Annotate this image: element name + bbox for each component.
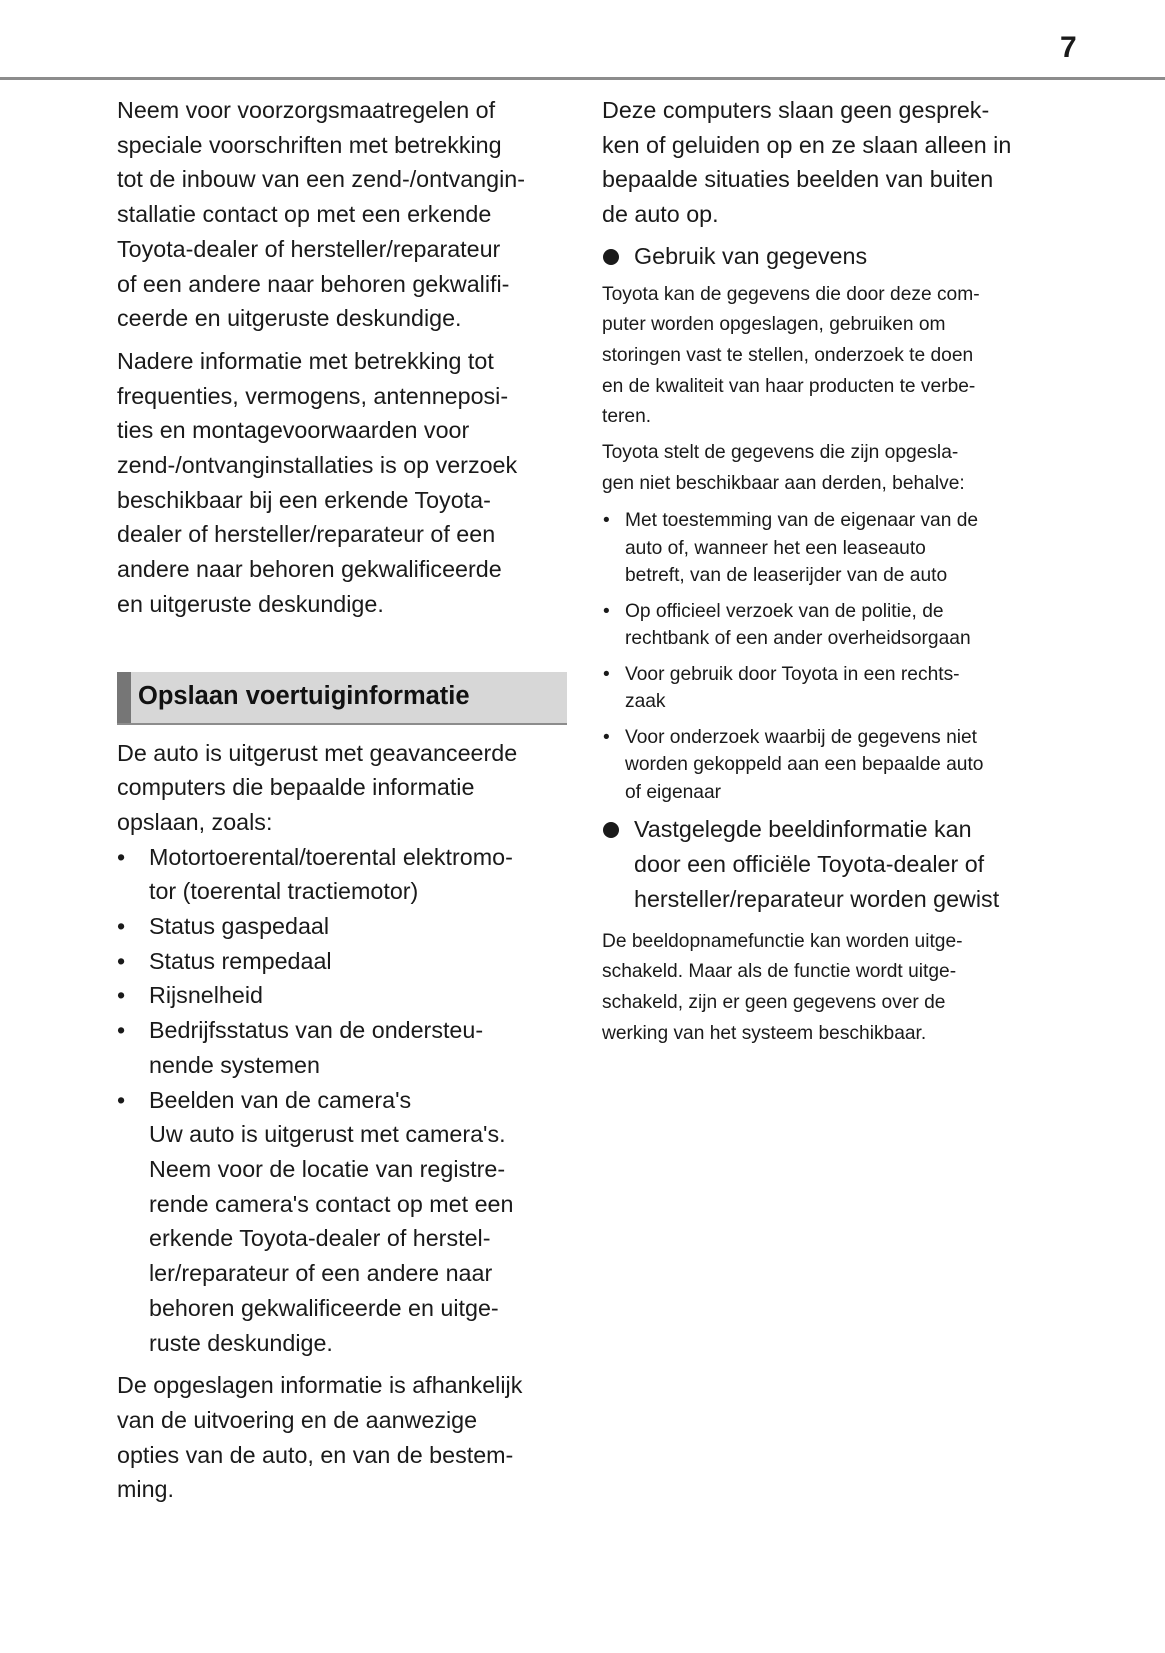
image-recording-paragraph [602,927,1052,1050]
text-line: behoren gekwalificeerde en uitge- [149,1294,499,1321]
subheading-data-usage: Gebruik van gegevens [602,239,1052,274]
text-line: ties en montagevoorwaarden voor [117,417,470,444]
closing-paragraph [117,1368,567,1507]
text-line: dealer of hersteller/reparateur of een [117,521,496,548]
text-line: schakeld. Maar als de functie wordt uitge- [602,961,957,983]
text-line: bepaalde situaties beelden van buiten [602,166,994,193]
text-line: Deze computers slaan geen gesprek- [602,97,990,123]
text-line: Toyota-dealer of hersteller/reparateur [117,235,501,262]
text-line: gen niet beschikbaar aan derden, behalve: [602,472,965,494]
text-line: betreft, van de leaserijder van de auto [625,565,948,587]
text-line: rende camera's contact op met een [149,1190,514,1217]
text-line: door een officiële Toyota-dealer of [634,851,985,878]
list-item: • Motortoerental/toerental elektromo- tor (toerental tractiemotor) [117,840,567,909]
text-line: ruste deskundige. [149,1329,333,1356]
text-line: Bedrijfsstatus van de ondersteu- [149,1017,484,1044]
text-line: beschikbaar bij een erkende Toyota- [117,486,491,513]
text-line: Beelden van de camera's [149,1086,412,1113]
text-line: speciale voorschriften met betrekking [117,131,502,158]
text-line: ler/reparateur of een andere naar [149,1260,493,1287]
text-line: en de kwaliteit van haar producten te verbe- [602,375,976,397]
text-line: De opgeslagen informatie is afhankelijk [117,1372,523,1399]
bullet-dot-icon [603,249,619,265]
text-line: schakeld, zijn er geen gegevens over de [602,991,946,1013]
text-line: de auto op. [602,201,719,228]
text-line: Status rempedaal [149,947,332,974]
text-line: Motortoerental/toerental elektromo- [149,843,513,870]
list-item: • Voor gebruik door Toyota in een rechts- zaak [602,661,1052,716]
list-item: • Beelden van de camera's Uw auto is uitgerust met camera's. Neem voor de locatie van registre- rende camera's contact op met een erkende Toyota-dealer of herstel- ler/reparateur of een andere naar behoren gekwalificeerde en uitge- ruste deskundige. [117,1083,567,1361]
data-usage-paragraph [602,280,1052,434]
section-heading-bar [117,672,131,723]
third-party-paragraph [602,438,1052,499]
header-divider [0,77,1165,80]
text-line: rechtbank of een ander overheidsorgaan [625,628,971,650]
text-line: opties van de auto, en van de bestem- [117,1441,514,1468]
text-line: frequenties, vermogens, antenneposi- [117,382,509,409]
text-line: Neem voor de locatie van registre- [149,1155,506,1182]
section-heading [117,672,567,725]
list-item: • Voor onderzoek waarbij de gegevens niet worden gekoppeld aan een bepaalde auto of eigenaar [602,724,1052,807]
text-line: Op officieel verzoek van de politie, de [625,600,944,622]
right-intro-paragraph [602,93,1052,232]
text-line: auto of, wanneer het een leaseauto [625,537,926,559]
page-number: 7 [1060,31,1077,64]
text-line: nende systemen [149,1051,320,1078]
text-line: ceerde en uitgeruste deskundige. [117,305,462,332]
list-item: • Op officieel verzoek van de politie, de rechtbank of een ander overheidsorgaan [602,598,1052,653]
list-item: • Status gaspedaal [117,909,567,944]
list-item: • Met toestemming van de eigenaar van de auto of, wanneer het een leaseauto betreft, van de leaserijder van de auto [602,507,1052,590]
list-item: • Bedrijfsstatus van de ondersteu- nende systemen [117,1013,567,1082]
text-line: werking van het systeem beschikbaar. [602,1022,927,1044]
text-line: stallatie contact op met een erkende [117,201,492,228]
intro-paragraph-1 [117,93,567,336]
text-line: Status gaspedaal [149,913,330,940]
text-line: zaak [625,691,666,713]
text-line: andere naar behoren gekwalificeerde [117,556,502,583]
bullet-dot-icon [603,822,619,838]
text-line: storingen vast te stellen, onderzoek te doen [602,344,974,366]
subheading-image-info [602,812,1052,916]
text-line: teren. [602,406,652,428]
text-line: tot de inbouw van een zend-/ontvangin- [117,166,525,193]
exceptions-list [602,507,1052,806]
section-title: Opslaan voertuiginformatie [138,681,470,710]
text-line: Neem voor voorzorgsmaatregelen of [117,97,496,123]
list-item: • Rijsnelheid [117,978,567,1013]
list-item: • Status rempedaal [117,944,567,979]
text-line: De auto is uitgerust met geavanceerde [117,739,518,766]
text-line: Voor onderzoek waarbij de gegevens niet [625,726,978,748]
stored-data-list [117,840,567,1361]
text-line: of een andere naar behoren gekwalifi- [117,270,510,297]
text-line: opslaan, zoals: [117,808,273,835]
left-column [117,93,567,1507]
text-line: ken of geluiden op en ze slaan alleen in [602,131,1012,158]
text-line: Nadere informatie met betrekking tot [117,347,494,374]
right-column [602,93,1052,1049]
text-line: Vastgelegde beeldinformatie kan [634,816,972,843]
intro-paragraph-2 [117,344,567,622]
text-line: De beeldopnamefunctie kan worden uitge- [602,930,963,952]
text-line: zend-/ontvanginstallaties is op verzoek [117,452,518,479]
text-line: en uitgeruste deskundige. [117,590,384,617]
text-line: of eigenaar [625,781,722,803]
text-line: erkende Toyota-dealer of herstel- [149,1225,491,1252]
text-line: Rijsnelheid [149,982,263,1009]
section-intro [117,736,567,840]
text-line: tor (toerental tractiemotor) [149,878,419,905]
text-line: ming. [117,1476,174,1503]
text-line: van de uitvoering en de aanwezige [117,1406,478,1433]
text-line: worden gekoppeld aan een bepaalde auto [625,754,984,776]
text-line: puter worden opgeslagen, gebruiken om [602,314,946,336]
text-line: Met toestemming van de eigenaar van de [625,510,979,532]
text-line: computers die bepaalde informatie [117,774,475,801]
text-line: Toyota kan de gegevens die door deze com- [602,283,980,305]
text-line: Toyota stelt de gegevens die zijn opgesla- [602,442,959,464]
text-line: hersteller/reparateur worden gewist [634,885,1000,912]
text-line: Voor gebruik door Toyota in een rechts- [625,663,960,685]
text-line: Uw auto is uitgerust met camera's. [149,1121,506,1148]
